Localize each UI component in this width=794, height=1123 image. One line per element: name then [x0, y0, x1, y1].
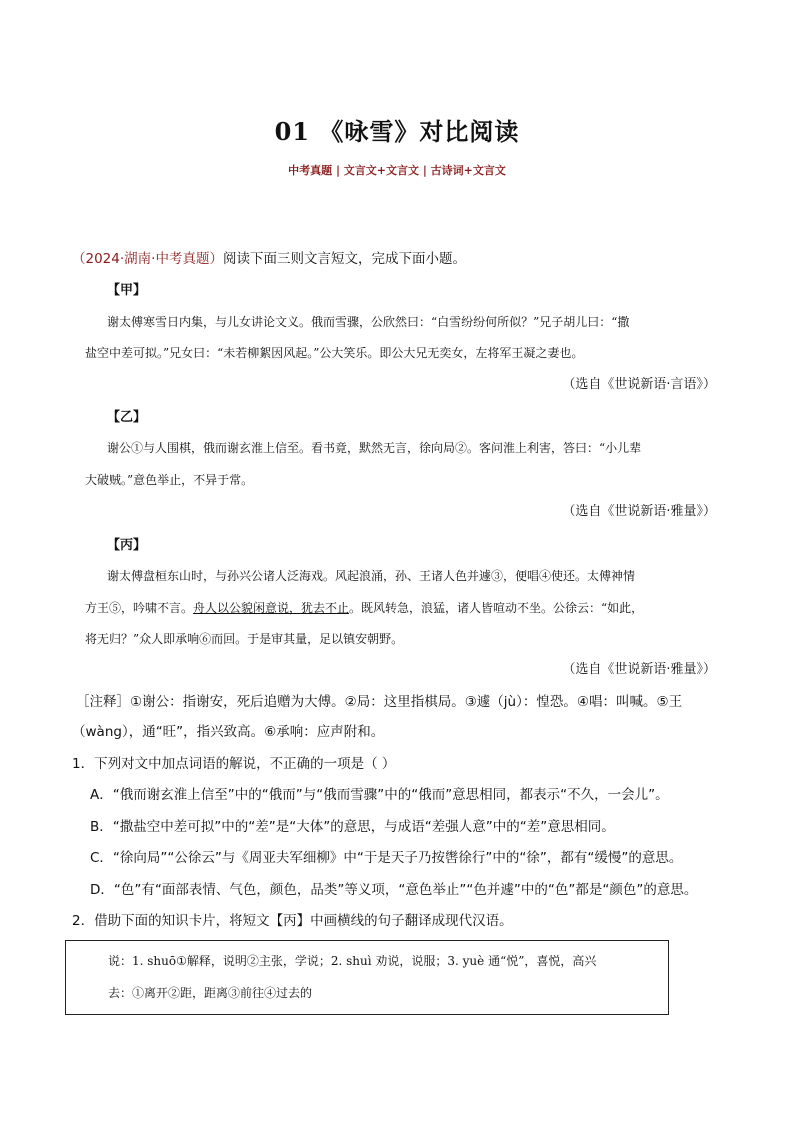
passage-jia-source: （选自《世说新语·言语》）	[562, 377, 716, 392]
source-tag: （2024·湖南·中考真题）	[72, 251, 223, 267]
passage-yi-line: 谢公①与人围棋，俄而谢玄淮上信至。看书竟，默然无言，徐向局②。客问淮上利害，答曰：“小儿辈	[107, 441, 642, 455]
underlined-sentence: 舟人以公貌闲意说，犹去不止	[193, 601, 350, 615]
passage-bing-line: 将无归？”众人即承响⑥而回。于是审其量，足以镇安朝野。	[85, 632, 404, 646]
knowledge-card-line: 去：①离开②距，距离③前往④过去的	[108, 986, 313, 1000]
passage-bing-source: （选自《世说新语·雅量》）	[562, 662, 716, 677]
intro-text: 阅读下面三则文言短文，完成下面小题。	[222, 251, 466, 267]
passage-bing-text: 。既风转急，浪猛，诸人皆喧动不坐。公徐云：“如此，	[349, 601, 644, 615]
passage-jia-label: 【甲】	[107, 283, 147, 298]
passage-bing-text: 方王⑤，吟啸不言。	[85, 601, 194, 615]
intro	[72, 247, 466, 267]
question-1-option: B．“撒盐空中差可拟”中的“差”是“大体”的意思，与成语“差强人意”中的“差”意思相同。	[90, 819, 615, 835]
passage-bing-label: 【丙】	[107, 538, 147, 553]
question-2-stem: 2．借助下面的知识卡片，将短文【丙】中画横线的句子翻译成现代汉语。	[72, 913, 513, 929]
knowledge-card	[65, 940, 669, 1015]
knowledge-card-line: 说：1. shuō①解释，说明②主张，学说；2. shuì 劝说，说服；3. yuè 通“悦”，喜悦，高兴	[108, 954, 597, 968]
page-title: 01 《咏雪》对比阅读	[274, 117, 520, 146]
passage-yi-line: 大破贼。”意色举止，不异于常。	[85, 473, 254, 487]
question-1-option: D．“色”有“面部表情、气色，颜色，品类”等义项，“意色举止”“色并遽”中的“色”都是“颜色”的意思。	[90, 882, 698, 898]
page-subtitle: 中考真题 | 文言文+文言文 | 古诗词+文言文	[288, 164, 506, 177]
question-1-option: A．“俄而谢玄淮上信至”中的“俄而”与“俄而雪骤”中的“俄而”意思相同，都表示“不久，一会儿”。	[90, 787, 669, 803]
passage-jia-line: 盐空中差可拟。”兄女曰：“未若柳絮因风起。”公大笑乐。即公大兄无奕女，左将军王凝之妻也。	[85, 346, 584, 360]
passage-bing-line	[85, 599, 643, 617]
passage-yi-label: 【乙】	[107, 410, 147, 425]
question-1-option: C．“徐向局”“公徐云”与《周亚夫军细柳》中“于是天子乃按辔徐行”中的“徐”，都有“缓慢”的意思。	[90, 850, 683, 866]
question-1-stem: 1．下列对文中加点词语的解说，不正确的一项是（ ）	[72, 756, 396, 772]
passage-bing-line: 谢太傅盘桓东山时，与孙兴公诸人泛海戏。风起浪涌，孙、王诸人色并遽③，便唱④使还。太傅神情	[107, 569, 636, 583]
passage-yi-source: （选自《世说新语·雅量》）	[562, 504, 716, 519]
passage-jia-line: 谢太傅寒雪日内集，与儿女讲论文义。俄而雪骤，公欣然曰：“白雪纷纷何所似？”兄子胡儿曰：“撒	[107, 315, 630, 329]
notes-line: ［注释］①谢公：指谢安，死后追赠为大傅。②局：这里指棋局。③遽（jù）：惶恐。④唱：叫喊。⑤王	[76, 694, 683, 710]
notes-line: （wàng），通“旺”，指兴致高。⑥承响：应声附和。	[72, 724, 385, 740]
